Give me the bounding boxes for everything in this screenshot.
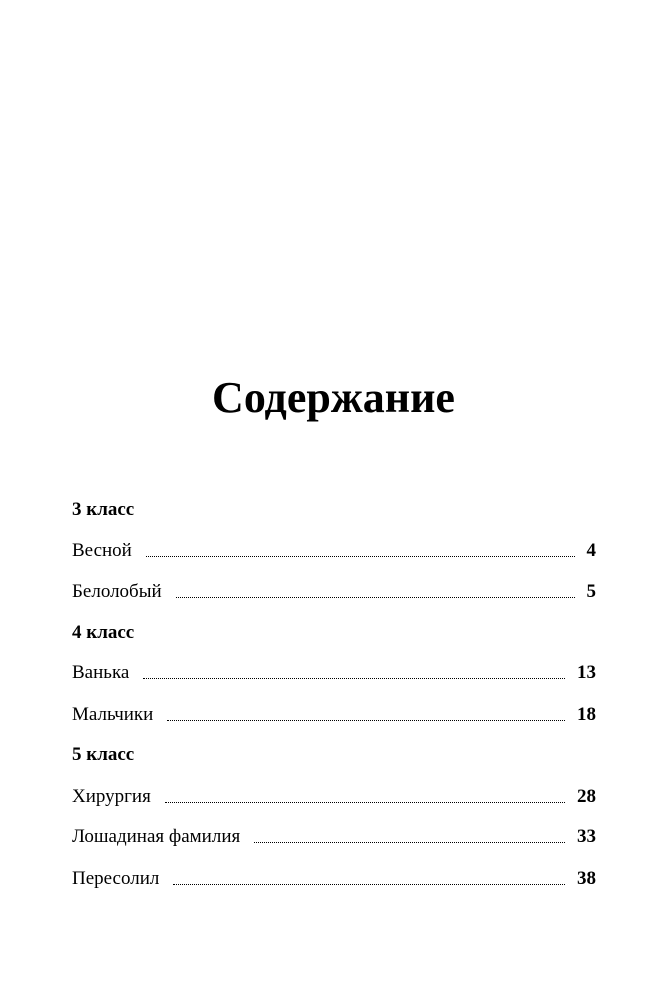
toc-entry-vesnoy[interactable] [72,537,596,563]
dot-leader [176,597,575,598]
entry-title: Пересолил [72,868,160,889]
entry-title: Мальчики [72,704,154,725]
entry-title: Хирургия [72,786,151,807]
toc-entry-loshadinaya-familiya[interactable] [72,823,596,849]
dot-leader [254,842,565,843]
entry-page-number: 33 [577,826,596,847]
entry-page-number: 38 [577,868,596,889]
entry-page-number: 18 [577,704,596,725]
dot-leader [165,802,565,803]
dot-leader [167,720,565,721]
dot-leader [143,678,565,679]
entry-page-number: 13 [577,662,596,683]
entry-title: Весной [72,540,132,561]
section-heading-grade-4: 4 класс [72,622,135,643]
section-heading-grade-3: 3 класс [72,499,135,520]
entry-title: Лошадиная фамилия [72,826,241,847]
entry-title: Белолобый [72,581,162,602]
entry-page-number: 4 [586,540,596,561]
page-title: Содержание [212,373,455,422]
section-heading-grade-5: 5 класс [72,744,135,765]
toc-entry-belolobyi[interactable] [72,578,596,604]
toc-entry-malchiki[interactable] [72,701,596,727]
toc-entry-peresolil[interactable] [72,865,596,891]
toc-entry-vanka[interactable] [72,659,596,685]
dot-leader [146,556,575,557]
entry-page-number: 28 [577,786,596,807]
dot-leader [173,884,565,885]
toc-entry-khirurgiya[interactable] [72,783,596,809]
entry-page-number: 5 [586,581,596,602]
entry-title: Ванька [72,662,130,683]
